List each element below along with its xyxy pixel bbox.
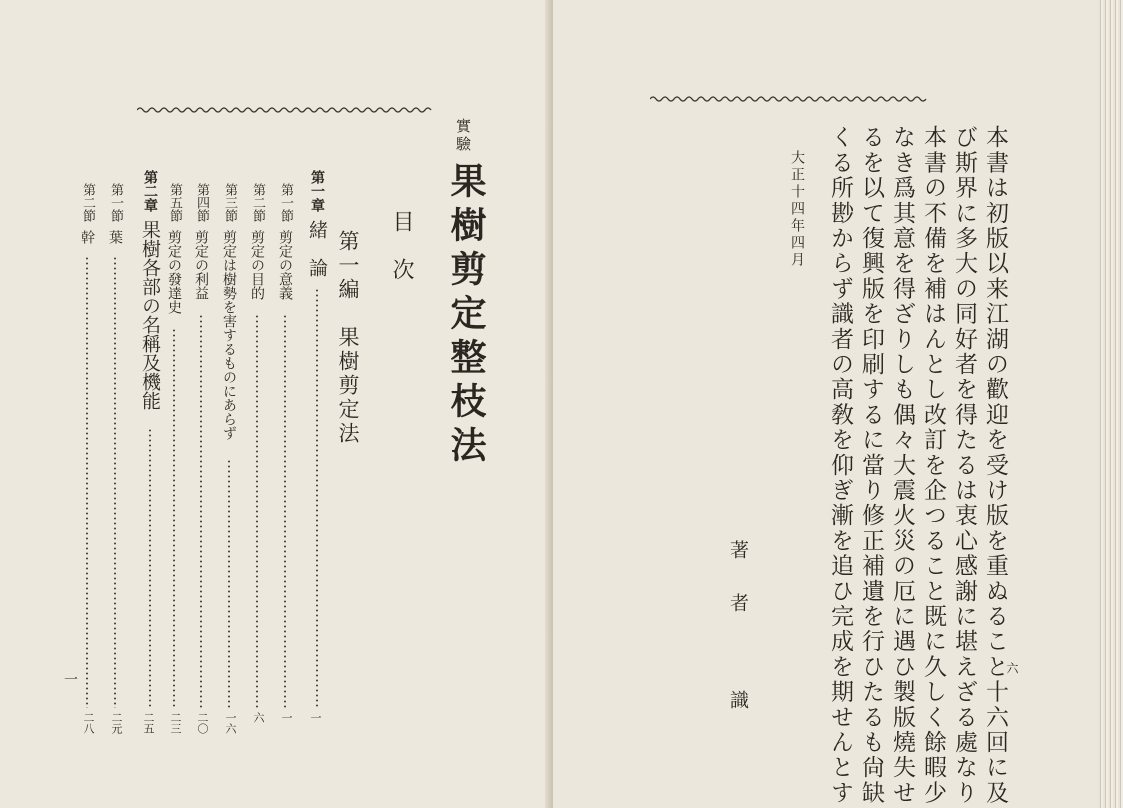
toc-entry-label: 第五節 xyxy=(167,183,182,222)
toc-leader-dots xyxy=(149,428,151,708)
toc-entry-page: 二五 xyxy=(142,712,155,734)
toc-entry-page: 一 xyxy=(309,712,322,723)
title-prefix: 實驗 xyxy=(454,118,472,154)
toc-entry-title: 剪定の利益 xyxy=(193,230,209,300)
author-label: 著者 xyxy=(727,540,749,646)
toc-leader-dots xyxy=(86,256,88,709)
part-heading: 第一編 果樹剪定法 xyxy=(336,230,360,446)
toc-leader-dots xyxy=(173,328,175,708)
preface-line-3: 本書の不備を補はんとし改訂を企つること既に久しく餘暇少 xyxy=(920,125,946,806)
book-title: 果樹剪定整枝法 xyxy=(445,162,487,470)
toc-entry-title: 幹 xyxy=(79,230,95,244)
toc-entry-label: 第一章 xyxy=(309,170,325,212)
page-number-left: 一 xyxy=(62,672,78,686)
toc-leader-dots xyxy=(316,288,318,708)
toc-page xyxy=(0,0,553,808)
toc-entry-title: 剪定の目的 xyxy=(249,230,265,300)
toc-entry-title: 剪定の意義 xyxy=(277,230,293,300)
top-wavy-rule-right xyxy=(650,95,930,103)
toc-entry-label: 第四節 xyxy=(194,183,209,222)
toc-leader-dots xyxy=(114,256,116,709)
page-edges xyxy=(1098,0,1123,808)
preface-line-4: なき爲其意を得ざりしも偶々大震火災の厄に遇ひ製版燒失せ xyxy=(889,125,915,806)
toc-entry-title: 葉 xyxy=(107,230,123,244)
preface-date: 大正十四年四月 xyxy=(789,150,805,269)
toc-entry-page: 二〇 xyxy=(196,712,209,734)
toc-entry-label: 第一節 xyxy=(108,183,123,222)
toc-entry-label: 第二章 xyxy=(142,170,158,212)
toc-entry-page: 二三 xyxy=(169,712,182,734)
preface-line-2: び斯界に多大の同好者を得たるは衷心感謝に堪えざる處なり xyxy=(951,125,977,806)
preface-line-1: 本書は初版以来江湖の歡迎を受け版を重ぬること十六回に及 xyxy=(982,125,1008,806)
author-signature: 識 xyxy=(727,690,749,709)
page-number-right: 六 xyxy=(1005,662,1019,674)
toc-entry-page: 六 xyxy=(252,712,265,723)
preface-line-5: るを以て復興版を印刷するに當り修正補遺を行ひたるも尙缺 xyxy=(858,125,884,806)
preface-page xyxy=(553,0,1105,808)
toc-leader-dots xyxy=(228,459,230,709)
toc-entry-label: 第三節 xyxy=(222,183,237,222)
toc-entry-label: 第二節 xyxy=(80,183,95,222)
toc-leader-dots xyxy=(284,314,286,709)
top-wavy-rule xyxy=(137,106,433,114)
toc-entry-title: 剪定は樹勢を害するものにあらず xyxy=(221,230,237,440)
toc-entry-page: 一 xyxy=(280,712,293,723)
toc-entry-title: 緒 論 xyxy=(306,220,328,277)
preface-line-6: くる所尠からず識者の高敎を仰ぎ漸を追ひ完成を期せんとす xyxy=(827,125,853,806)
toc-entry-page: 二八 xyxy=(82,712,95,734)
toc-entry-title: 果樹各部の名稱及機能 xyxy=(139,220,161,410)
toc-entry-title: 剪定の發達史 xyxy=(166,230,182,314)
toc-entry-label: 第二節 xyxy=(250,183,265,222)
toc-heading: 目次 xyxy=(389,210,414,306)
toc-leader-dots xyxy=(256,314,258,709)
toc-leader-dots xyxy=(200,314,202,709)
toc-entry-label: 第一節 xyxy=(278,183,293,222)
toc-entry-page: 一六 xyxy=(224,712,237,734)
toc-entry-page: 二元 xyxy=(110,712,123,734)
